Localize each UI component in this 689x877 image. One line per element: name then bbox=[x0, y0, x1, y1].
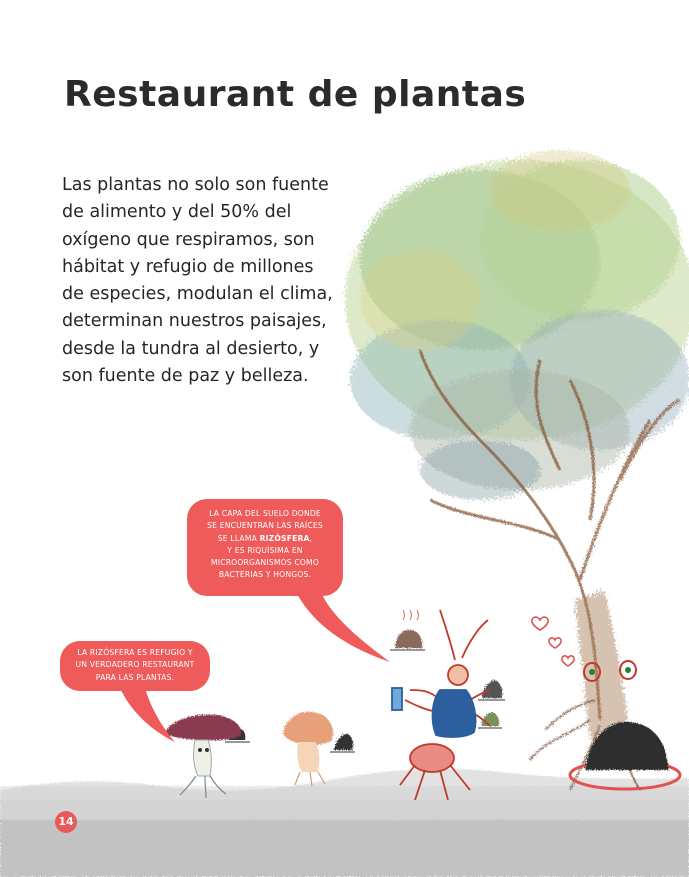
bubble-text-line: LA RIZÓSFERA ES REFUGIO Y bbox=[77, 648, 193, 657]
speech-bubble-rhizosphere bbox=[187, 499, 343, 596]
page-title: Restaurant de plantas bbox=[64, 74, 527, 115]
bubble-text-suffix: , bbox=[309, 533, 313, 543]
bubble-text-line: PARA LAS PLANTAS. bbox=[95, 672, 175, 682]
page-number-badge: 14 bbox=[55, 811, 77, 833]
intro-line: de especies, modulan el clima, bbox=[62, 284, 333, 305]
speech-bubble-tail-rhizosphere bbox=[295, 590, 390, 662]
bubble-text-line bbox=[187, 533, 343, 545]
intro-line: hábitat y refugio de millones bbox=[62, 256, 314, 277]
intro-line: oxígeno que respiramos, son bbox=[62, 229, 315, 250]
intro-line: Las plantas no solo son fuente bbox=[62, 175, 329, 195]
intro-line: desde la tundra al desierto, y bbox=[62, 338, 320, 359]
intro-line: determinan nuestros paisajes, bbox=[62, 311, 327, 332]
bubble-text-line: LA CAPA DEL SUELO DONDE bbox=[209, 509, 321, 518]
speech-bubble-restaurant bbox=[60, 641, 210, 691]
intro-line: son fuente de paz y belleza. bbox=[62, 366, 309, 387]
bubble-text-line: MICROORGANISMOS COMO bbox=[211, 558, 319, 568]
bubble-text-line: Y ES RIQUÍSIMA EN bbox=[227, 545, 303, 555]
bubble-text-line: SE ENCUENTRAN LAS RAÍCES bbox=[207, 521, 323, 531]
intro-line: de alimento y del 50% del bbox=[62, 202, 292, 223]
speech-bubble-tail-restaurant bbox=[120, 688, 175, 742]
bubble-text-line: UN VERDADERO RESTAURANT bbox=[75, 660, 195, 670]
bubble-text-bold: RIZÓSFERA bbox=[259, 533, 310, 543]
bubble-text-line: BACTERIAS Y HONGOS. bbox=[218, 570, 312, 580]
bubble-text-prefix: SE LLAMA bbox=[217, 533, 260, 543]
